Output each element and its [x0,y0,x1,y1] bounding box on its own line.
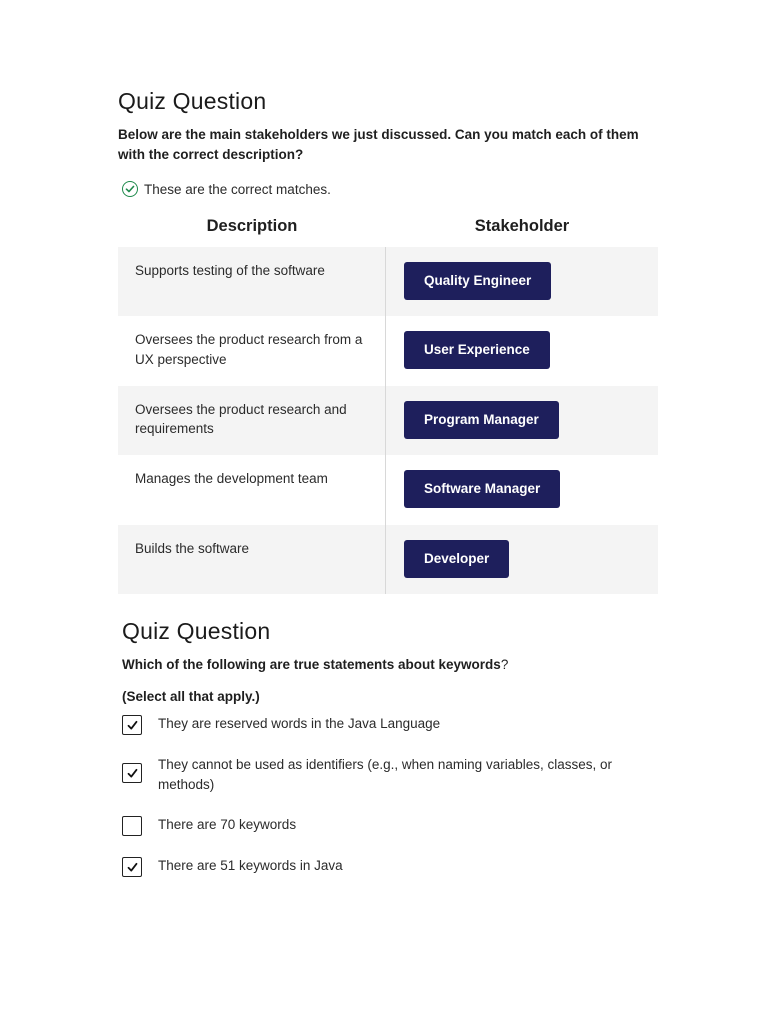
option-label: They are reserved words in the Java Language [158,716,441,731]
stakeholder-chip-software-manager[interactable]: Software Manager [404,470,560,508]
quiz-title: Quiz Question [118,88,267,114]
option-item[interactable] [122,755,662,795]
prompt-keyword: keywords [438,657,501,672]
quiz-title: Quiz Question [122,618,271,644]
check-circle-icon [122,181,138,197]
quiz-prompt: Below are the main stakeholders we just discussed. Can you match each of them with the correct description? [118,127,639,162]
row-description: Builds the software [118,525,386,594]
match-table-header [118,217,658,239]
column-header-stakeholder: Stakeholder [474,217,570,235]
match-table [118,247,658,594]
checkbox-checked[interactable] [122,763,142,783]
checkbox-unchecked[interactable] [122,816,142,836]
table-row [118,386,658,455]
table-row [118,455,658,524]
options-list [122,714,662,877]
stakeholder-chip-program-manager[interactable]: Program Manager [404,401,559,439]
option-label: There are 51 keywords in Java [158,858,343,873]
feedback-message [122,181,658,197]
select-all-note: (Select all that apply.) [122,689,260,704]
stakeholder-chip-developer[interactable]: Developer [404,540,509,578]
checkmark-icon [126,719,139,732]
stakeholder-chip-quality-engineer[interactable]: Quality Engineer [404,262,551,300]
prompt-suffix: ? [500,657,509,672]
checkbox-checked[interactable] [122,857,142,877]
option-label: They cannot be used as identifiers (e.g., when naming variables, classes, or methods) [158,757,612,792]
quiz-prompt [122,655,662,675]
checkbox-checked[interactable] [122,715,142,735]
quiz-question-matching [118,88,658,594]
column-header-description: Description [206,217,298,235]
checkmark-icon [126,767,139,780]
table-row [118,247,658,316]
row-description: Manages the development team [118,455,386,524]
table-row [118,316,658,385]
stakeholder-chip-user-experience[interactable]: User Experience [404,331,550,369]
checkmark-icon [126,861,139,874]
quiz-question-multiselect [122,618,662,897]
row-description: Oversees the product research from a UX perspective [118,316,386,385]
option-item[interactable] [122,856,662,877]
row-description: Supports testing of the software [118,247,386,316]
prompt-text: Which of the following are true statements about [122,657,439,672]
option-item[interactable] [122,815,662,836]
option-label: There are 70 keywords [158,817,297,832]
row-description: Oversees the product research and requirements [118,386,386,455]
option-item[interactable] [122,714,662,735]
feedback-text: These are the correct matches. [144,181,331,197]
table-row [118,525,658,594]
